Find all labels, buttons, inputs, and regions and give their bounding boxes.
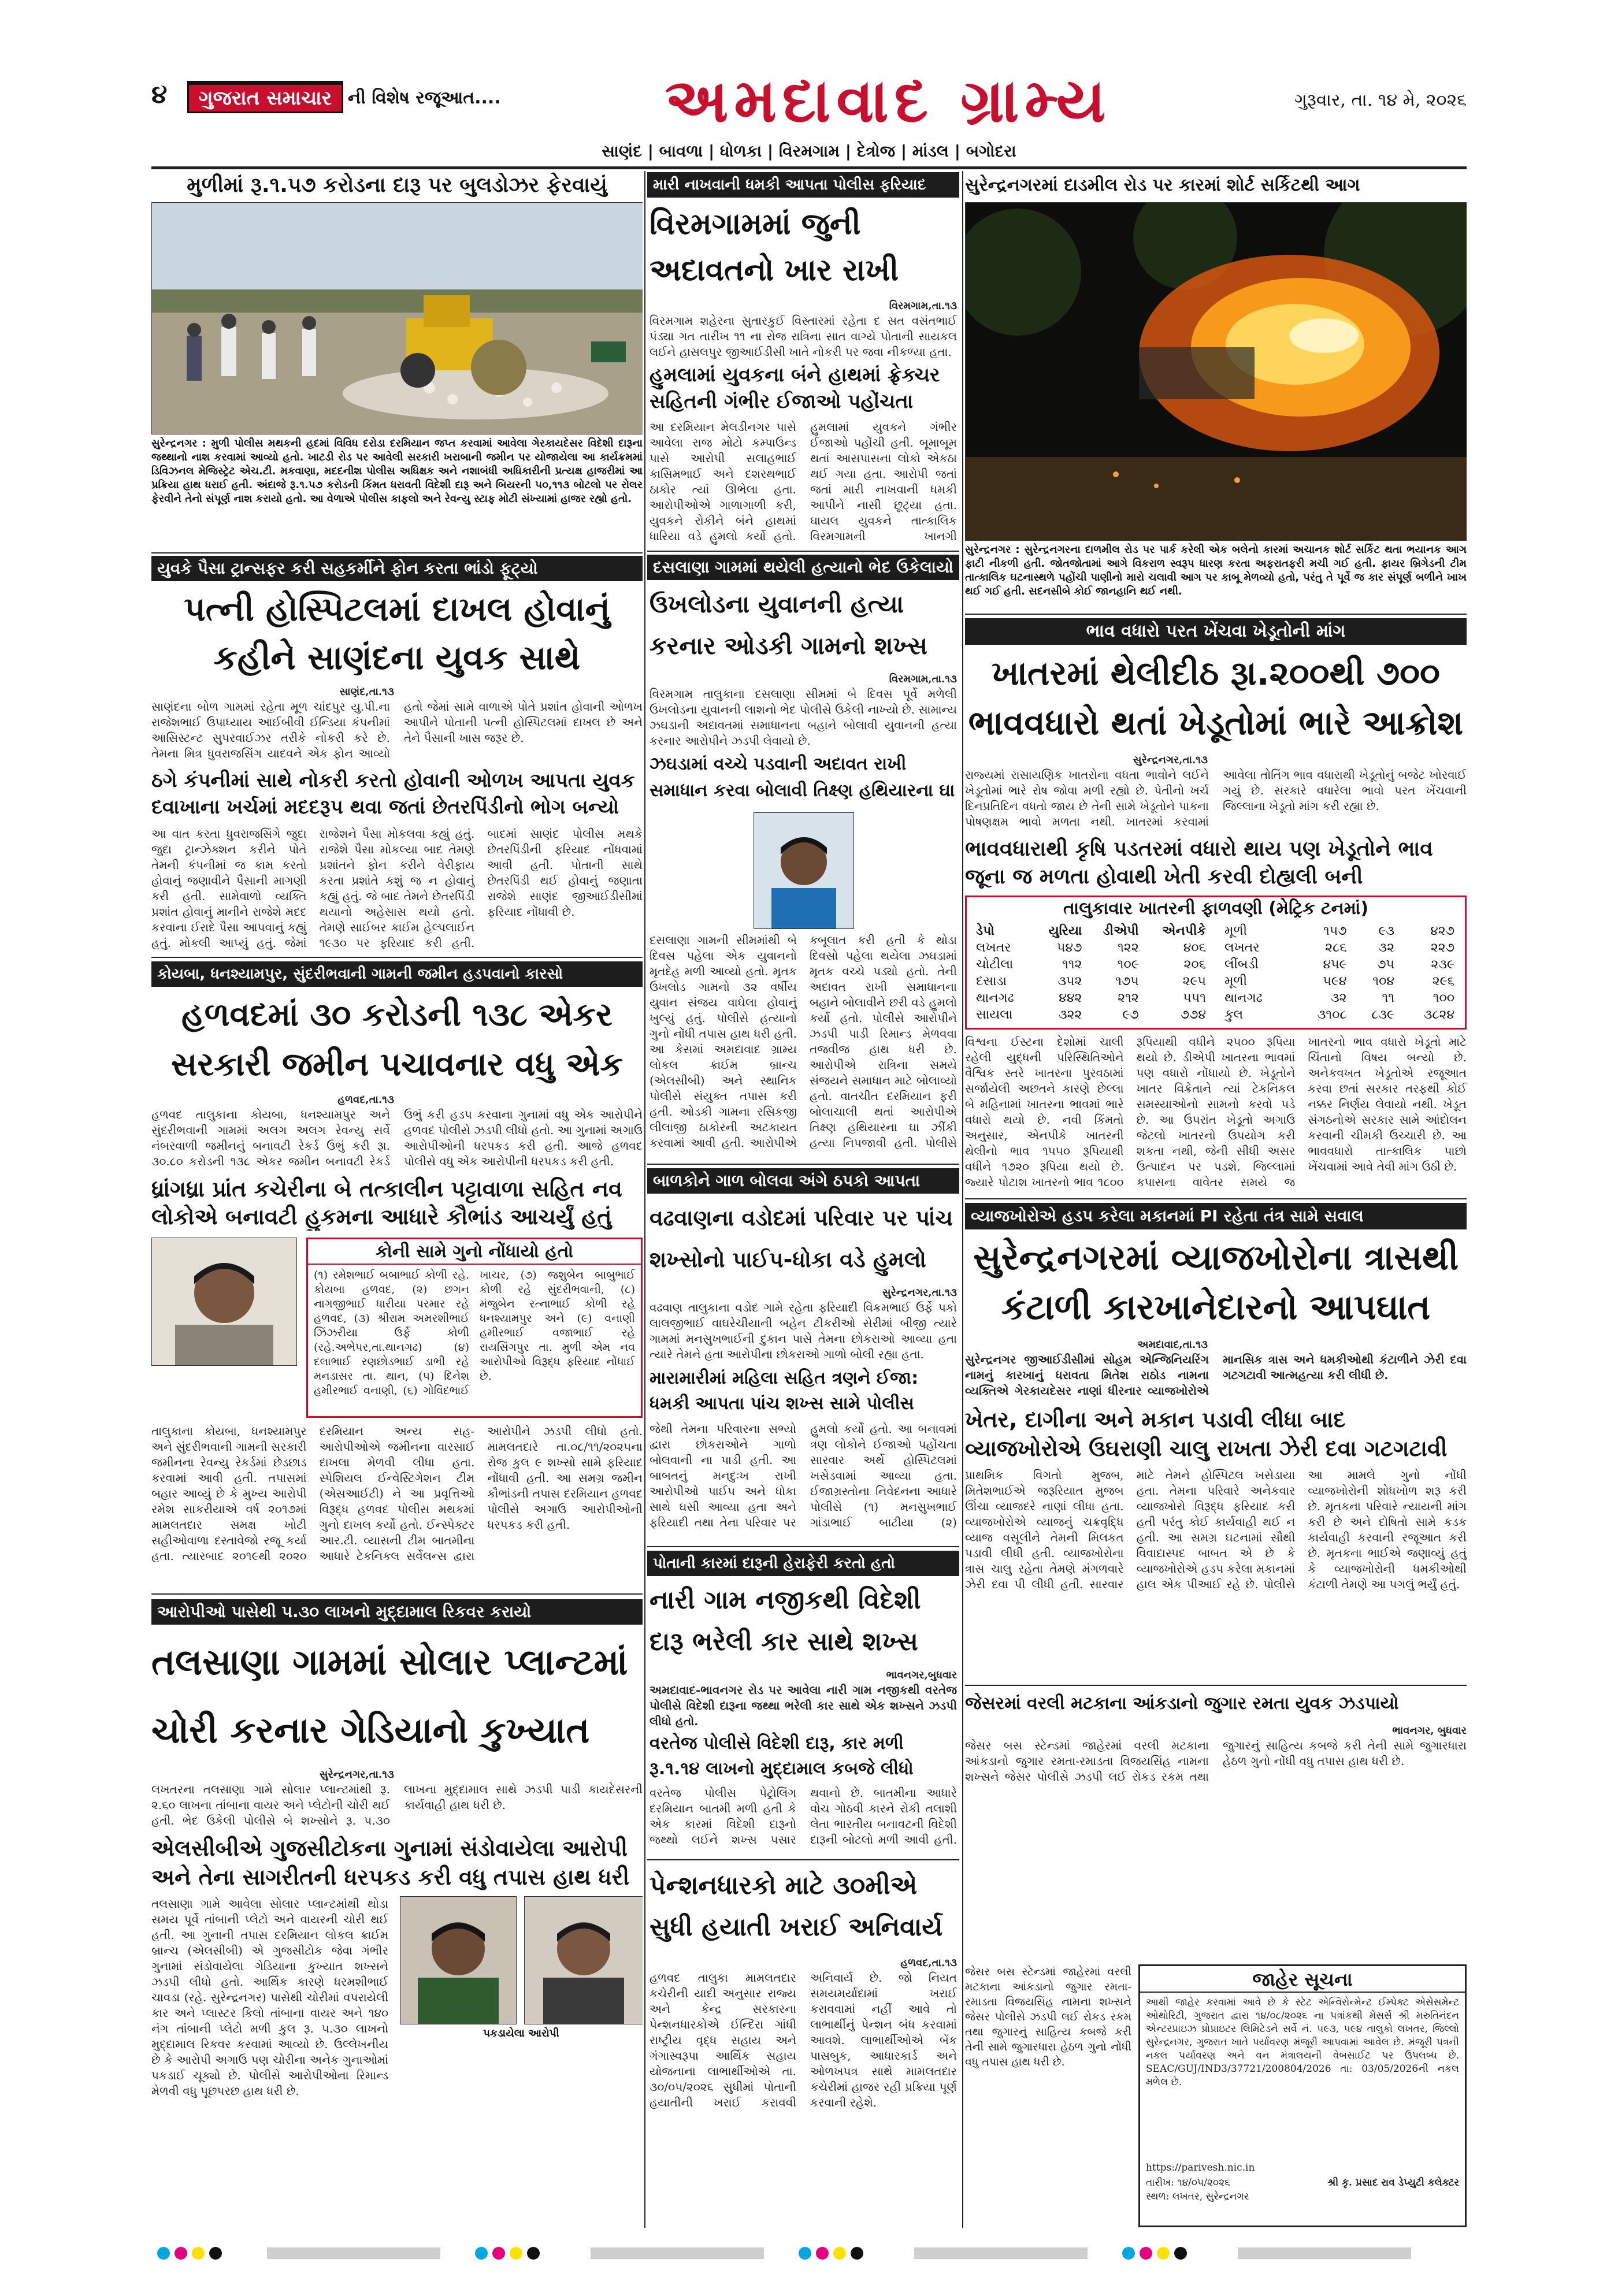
table-cell: ડીએપી — [1103, 924, 1139, 938]
dateline: સુરેન્દ્રનગર,તા.૧૩ — [319, 1769, 394, 1781]
table-row-label: લીંબડી — [1224, 957, 1259, 972]
table-cell: ૭૫ — [1377, 957, 1394, 972]
dateline: ભાવનગર, બુધવાર — [1392, 1725, 1467, 1737]
notice-title: જાહેર સૂચના — [1140, 1966, 1465, 1993]
table-cell: ૯૭ — [1122, 1008, 1139, 1022]
table-row-label: લખતર — [976, 941, 1011, 955]
story-body: વરતેજ પોલીસ પેટ્રોલિંગ દરમિયાન બાતમી મળી હતી કે એક કારમાં વિદેશી દારૂનો જથ્થો લઈને શખ્સ પસાર થવાનો છે. બાતમીના આધારે વોચ ગોઠવી કારને રોકી તલાશી લેતા ભારતીય બનાવટની વિદેશી દારૂની બોટલો મળી આવી હતી. — [650, 1786, 957, 1847]
story-pension-verification — [647, 1865, 959, 2229]
accused-portrait-image — [754, 813, 853, 928]
story-body: પ્રાથમિક વિગતો મુજબ, મિતેશભાઈએ જરૂરિયાત મુજબ ઊંચા વ્યાજદરે નાણાં લીધા હતા. વ્યાજખોરોએ વ્યાજનું ચક્રવૃદ્ધિ વ્યાજ વસૂલીને તેમની મિલકત પડાવી લીધી હતી. વ્યાજખોરોના ત્રાસ ચાલુ રહેતા તેમણે મંગળવારે ઝેરી દવા પી લીધી હતી. સારવાર માટે તેમને હોસ્પિટલ ખસેડાયા હતા. તેમના પરિવારે અનેકવાર વ્યાજખોરો વિરૂદ્ધ ફરિયાદ કરી હતી પરંતુ કોઈ કાર્યવાહી થઈ ન હતી. આ સમગ્ર ઘટનામાં સૌથી વિવાદાસ્પદ બાબત એ છે કે વ્યાજખોરોએ હડપ કરેલા મકાનમાં હાલ એક પીઆઈ રહે છે. પોલીસે આ મામલે ગુનો નોંધી વ્યાજખોરોની શોધખોળ શરૂ કરી છે. મૃતકના પરિવારે ન્યાયની માંગ કરી છે અને દોષિતો સામે કડક કાર્યવાહી કરવાની રજૂઆત કરી છે. મૃતકના ભાઈએ જણાવ્યું હતું કે વ્યાજખોરોની ધમકીઓથી કંટાળી તેમણે આ પગલું ભર્યું હતું. — [965, 1468, 1467, 1591]
story-nari-liquor-car — [647, 1551, 959, 1857]
registration-dot — [475, 2247, 488, 2260]
table-cell: ૧૨૨ — [1118, 941, 1139, 955]
table-cell: ૨૮૬ — [1325, 941, 1347, 955]
dateline: વિરમગામ,તા.૧૩ — [889, 673, 957, 685]
subhead: ધ્રાંગધ્રા પ્રાંત કચેરીના બે તત્કાલીન પટ્ટાવાળા સહિત નવ લોકોએ બનાવટી હુકમના આધારે કૌભાંડ આચર્યું હતું — [151, 1176, 622, 1229]
table-cell: ૧૭૫ — [1115, 974, 1139, 989]
registration-dot — [157, 2247, 170, 2260]
notice-place: સ્થળ: લખતર, સુરેન્દ્રનગર — [1146, 2191, 1249, 2202]
story-separator — [151, 552, 643, 553]
table-cell: ૩૧૦૮ — [1317, 1008, 1347, 1022]
subhead: ખેતર, દાગીના અને મકાન પડાવી લીધા બાદ વ્યાજખોરોએ ઉઘરાણી ચાલુ રાખતા ઝેરી દવા ગટગટાવી — [965, 1407, 1448, 1461]
registration-dot — [1140, 2247, 1152, 2260]
table-cell: ૫૪૭ — [1057, 941, 1082, 955]
table-cell: એનપીકે — [1162, 924, 1206, 938]
table-row-label: દસાડા — [976, 974, 1007, 989]
accused-portrait-image — [525, 1897, 643, 2024]
accused-list-box — [306, 1238, 643, 1418]
accused-photo-left — [400, 1896, 517, 2024]
story-jesar-gambling — [965, 1691, 1467, 1823]
table-row — [973, 990, 1209, 1006]
table-cell: ૫૫૧ — [1183, 991, 1206, 1005]
table-row — [973, 1006, 1209, 1023]
story-solar-theft — [151, 1599, 643, 2229]
story-separator — [965, 1685, 1467, 1686]
grey-scale-bar — [1238, 2247, 1411, 2259]
table-cell: ૪૦૬ — [1183, 941, 1206, 955]
story-body: જેથી તેમના પરિવારના સભ્યો દ્વારા છોકરાઓને ગાળો બોલવાની ના પાડી હતી. આ બાબતનું મનદુઃખ રાખી આરોપીઓ પાઈપ અને ધોકા સાથે ઘસી આવ્યા હતા અને ફરિયાદી તથા તેના પરિવાર પર હુમલો કર્યો હતો. આ બનાવમાં ત્રણ લોકોને ઈજાઓ પહોંચતા સારવાર અર્થે હોસ્પિટલમાં ખસેડવામાં આવ્યા હતા. ઈજાગ્રસ્તોના નિવેદનના આધારે પોલીસે (૧) મનસુખભાઈ ગાંડાભાઈ બાટીયા (૨) — [650, 1422, 957, 1529]
table-cell: ૩૮૨૪ — [1423, 1008, 1454, 1022]
headline: પેન્શનધારકો માટે ૩૦મીએ સુધી હયાતી ખરાઈ અનિવાર્ય — [650, 1871, 943, 1942]
table-row-label: લખતર — [1224, 941, 1260, 955]
table-cell: ૧૧ — [1382, 991, 1394, 1005]
dateline: ભાવનગર,બુધવાર — [886, 1669, 957, 1681]
headline: સુરેન્દ્રનગરમાં વ્યાજખોરોના ત્રાસથી કંટાળી કારખાનેદારનો આપઘાત — [973, 1238, 1459, 1328]
photo-caption: સુરેન્દ્રનગર : સુરેન્દ્રનગરના દાળમીલ રોડ પર પાર્ક કરેલી એક બલેનો કારમાં અચાનક શોર્ટ સર્કિટ થતા ભયાનક આગ ફાટી નીકળી હતી. જોતજોતામાં આગે વિકરાળ સ્વરૂપ ધારણ કરતા અફરાતફરી મચી ગઈ હતી. ફાયર બ્રિગેડની ટીમ તાત્કાલિક ઘટનાસ્થળે પહોંચી પાણીનો મારો ચલાવી આગ પર કાબૂ મેળવ્યો હતો, પરંતુ તે પૂર્વે જ કાર સંપૂર્ણ બળીને ખાખ થઈ ગઈ હતી. સદનસીબે કોઈ જાનહાનિ થઈ નથી. — [965, 544, 1467, 597]
story-fertilizer-price — [965, 618, 1467, 1196]
table-cell: ૧૦૦ — [1433, 991, 1454, 1005]
table-row-label: કુલ — [1224, 1008, 1244, 1022]
table-cell: યુરિયા — [1048, 924, 1082, 938]
table-cell: ૨૧૨ — [1118, 991, 1139, 1005]
story-separator — [647, 551, 959, 552]
kicker: ભાવ વધારો પરત ખેંચવા ખેડૂતોની માંગ — [965, 618, 1467, 645]
story-body: વિશ્વના ઈસ્ટના દેશોમાં ચાલી રહેલી યુદ્ધની પરિસ્થિતિઓને વૈશ્વિક સ્તરે ખાતરના પુરવઠામાં સર્જાયેલી અછતને કારણે છેલ્લા બે મહિનામાં ખાતરના ભાવમાં ભારે વધારો થયો છે. નવી કિંમતો અનુસાર, એનપીકે ખાતરની થેલીનો ભાવ ૧૫૫૦ રૂપિયાથી વધીને ૧૭૨૦ રૂપિયા થયો છે. જ્યારે પોટાશ ખાતરનો ભાવ ૧૮૦૦ રૂપિયાથી વધીને ૨૫૦૦ રૂપિયા થયો છે. ડીએપી ખાતરના ભાવમાં પણ વધારો નોંધાયો છે. ખેડૂતોને ખાતર વિક્રેતાને ત્યાં ટેકનિકલ સમસ્યાઓનો સામનો કરવો પડે છે. આ ઉપરાંત ખેડૂતો અગાઉ જેટલો ખાતરનો ઉપયોગ કરી શકતા નથી, જેની સીધી અસર ઉત્પાદન પર પડશે. જિલ્લામાં કપાસના વાવેતર સમયે જ ખાતરનો ભાવ વધારો ખેડૂતો માટે ચિંતાનો વિષય બન્યો છે. અનેકવખત ખેડૂતોએ રજૂઆત કરવા છતાં સરકાર તરફથી કોઈ નક્કર નિર્ણય લેવાયો નથી. ખેડૂત સંગઠનોએ સરકાર સામે આંદોલન કરવાની ચીમકી ઉચ્ચારી છે. આ ભાવવધારો તાત્કાલિક પાછો ખેંચવામાં આવે તેવી માંગ ઉઠી છે. — [965, 1035, 1467, 1189]
registration-dot — [816, 2247, 829, 2260]
story-body: દસલાણા ગામની સીમમાંથી બે દિવસ પહેલા એક યુવાનનો મૃતદેહ મળી આવ્યો હતો. મૃતક ઉખલોડ ગામનો ૩૨ વર્ષીય યુવાન સંજય વાઘેલા હોવાનું ખુલ્યું હતું. પોલીસે હત્યાનો ગુનો નોંધી તપાસ હાથ ધરી હતી. આ કેસમાં અમદાવાદ ગ્રામ્ય લોકલ ક્રાઈમ બ્રાન્ચ (એલસીબી) અને સ્થાનિક પોલીસે સંયુક્ત તપાસ કરી હતી. ઓડકી ગામના રસિકજી લીલાજી ઠાકોરની અટકાયત કરવામાં આવી હતી. આરોપીએ કબૂલાત કરી હતી કે થોડા દિવસો પહેલા થયેલા ઝઘડામાં મૃતક વચ્ચે પડ્યો હતો. તેની અદાવત રાખી સમાધાનના બહાને બોલાવીને છરી વડે હુમલો કર્યો હતો. પોલીસે આરોપીને ઝડપી પાડી રિમાન્ડ મેળવવા તજવીજ હાથ ધરી છે. આરોપીએ રાત્રિના સમયે સંજયને સમાધાન માટે બોલાવ્યો હતો. વાતચીત દરમિયાન ફરી બોલાચાલી થતાં આરોપીએ તિક્ષ્ણ હથિયારના ઘા ઝીંકી હત્યા નિપજાવી હતી. પોલીસે — [650, 933, 957, 1150]
registration-dot — [1122, 2247, 1135, 2260]
column-divider — [644, 171, 645, 2228]
masthead — [151, 64, 1467, 138]
story-separator — [965, 1198, 1467, 1199]
table-cell: ૩૨ — [1378, 941, 1394, 955]
notice-signatory: શ્રી કૃ. પ્રસાદ રાવ ડેપ્યુટી કલેક્ટર — [1327, 2177, 1459, 2189]
story-separator — [965, 614, 1467, 615]
table-row-label: મૂળી — [1224, 974, 1247, 989]
story-sanand-fraud — [151, 556, 643, 954]
headline: જેસરમાં વરલી મટકાના આંકડાનો જુગાર રમતા યુવક ઝડપાયો — [965, 1693, 1399, 1714]
story-separator — [647, 1164, 959, 1165]
public-notice — [1138, 1964, 1467, 2227]
table-row-label: થાનગઢ — [976, 991, 1014, 1005]
story-separator — [647, 1546, 959, 1547]
story-separator — [151, 957, 643, 958]
registration-dot — [1174, 2247, 1187, 2260]
kicker: પોતાની કારમાં દારૂની હેરાફેરી કરતો હતો — [647, 1551, 959, 1576]
grey-scale-bar — [267, 2247, 440, 2259]
subhead: એલસીબીએ ગુજસીટોકના ગુનામાં સંડોવાયેલા આરોપી અને તેના સાગરીતની ધરપકડ કરી વધુ તપાસ હાથ ધરી — [151, 1836, 630, 1890]
table-row — [1221, 923, 1458, 939]
table-row-label: થાનગઢ — [1224, 991, 1263, 1005]
headline: તલસાણા ગામમાં સોલાર પ્લાન્ટમાં ચોરી કરનાર ગેડિયાનો કુખ્યાત — [151, 1641, 628, 1751]
lead-paragraph: સાણંદના બોળ ગામમાં રહેતા મૂળ ચાંદપુર યુ.પી.ના રાજેશભાઈ ઉપાધ્યાય આઈબીવી ઈન્ડિયા કંપનીમાં આસિસ્ટન્ટ સુપરવાઈઝર તરીકે નોકરી કરે છે. તેમના મિત્ર ધુવરાજસિંગ યાદવને એક ફોન આવ્યો હતો જેમાં સામે વાળાએ પોતે પ્રશાંત હોવાની ઓળખ આપીને પોતાની પત્ની હોસ્પિટલમાં દાખલ છે અને તેને પૈસાની ખાસ જરૂર છે. — [151, 700, 643, 760]
table-row — [1221, 956, 1458, 973]
lead-paragraph: વિરમગામ તાલુકાના દસલાણા સીમમાં બે દિવસ પૂર્વે મળેલી ઉખલોડના યુવાનની લાશનો ભેદ પોલીસે ઉકેલી નાખ્યો છે. સામાન્ય ઝઘડાની અદાવતમાં સમાધાનના બહાને બોલાવી યુવાનની હત્યા કરનાર આરોપીને ઝડપી લેવાયો છે. — [650, 687, 957, 748]
story-dasalana-murder — [647, 555, 959, 1161]
lead-paragraph: વઢવાણ તાલુકાના વડોદ ગામે રહેતા ફરિયાદી વિક્રમભાઈ ઉર્ફે પકો લાલજીભાઈ વાઘરેચીયાની બહેન ટીકરીઓ સેરીમાં બીજી ત્યારે ગામમાં મનસુખભાઈની દુકાન પાસે તેમના છોકરાઓ આવ્યા હતા ત્યારે તેમને હતા આરોપીના છોકરાઓ ગાળો બોલી રહ્યા હતા. — [650, 1301, 957, 1361]
table-cell: ૪૫૯ — [1323, 957, 1347, 972]
dateline: હળવદ,તા.૧૩ — [900, 1957, 957, 1969]
story-moneylender-suicide — [965, 1203, 1467, 1682]
subhead: ભાવવધારાથી કૃષિ પડતરમાં વધારો થાય પણ ખેડૂતોને ભાવ જૂના જ મળતા હોવાથી ખેતી કરવી દોહ્યલી બની — [965, 837, 1433, 889]
table-title: તાલુકાવાર ખાતરની ફાળવણી (મેટ્રિક ટનમાં) — [1063, 898, 1369, 919]
table-row-label: ચોટીલા — [976, 957, 1014, 972]
lead-paragraph: રાજ્યમાં રાસાયણિક ખાતરોના વધતા ભાવોને લઈને ખેડૂતોમાં ભારે રોષ જોવા મળી રહ્યો છે. પેતીનો ખર્ચ દિનપ્રતિદિન વધતો જાય છે તેની સામે ખેડૂતોને પાકના પોષણક્ષમ ભાવો મળતા નથી. ખાતરમાં કરવામાં આવેલા તોતિંગ ભાવ વધારાથી ખેડૂતોનું બજેટ ખોરવાઈ ગયું છે. સરકારે વધારેલા ભાવો પરત ખેંચવાની જિલ્લાના ખેડૂતો માંગ કરી રહ્યા છે. — [965, 768, 1467, 829]
brand-logo: ગુજરાત સમાચાર — [189, 85, 342, 112]
table-row — [1221, 973, 1458, 990]
lead-paragraph: લખતરના તલસાણા ગામે સોલાર પ્લાન્ટમાંથી રૂ. ૨.૬૦ લાખના તાંબાના વાયર અને પ્લેટોની ચોરી થઈ હતી. ભેદ ઉકેલી પોલીસે બે શખ્સોને રૂ. ૫.૩૦ લાખના મુદ્દામાલ સાથે ઝડપી પાડી કાયદેસરની કાર્યવાહી હાથ ધરી છે. — [151, 1782, 643, 1827]
kicker: મારી નાખવાની ધમકી આપતા પોલીસ ફરિયાદ — [647, 172, 959, 198]
accused-photo-right — [524, 1896, 643, 2024]
grey-scale-bar — [591, 2247, 764, 2259]
table-cell: ૩૨ — [1330, 991, 1347, 1005]
registration-dot — [209, 2247, 222, 2260]
story-body: હળવદ તાલુકા મામલતદાર કચેરીની યાદી અનુસાર રાજ્ય અને કેન્દ્ર સરકારના પેન્શનધારકોએ ઈન્દિરા ગાંધી રાષ્ટ્રીય વૃદ્ધ સહાય અને ગંગાસ્વરૂપા આર્થિક સહાય યોજનાના લાભાર્થીઓએ તા. ૩૦/૦૫/૨૦૨૬ સુધીમાં પોતાની હયાતીની ખરાઈ કરાવવી અનિવાર્ય છે. જો નિયત સમયમર્યાદામાં ખરાઈ કરાવવામાં નહીં આવે તો લાભાર્થીનું પેન્શન બંધ કરવામાં આવશે. લાભાર્થીઓએ બેંક પાસબુક, આધારકાર્ડ અને ઓળખપત્ર સાથે મામલતદાર કચેરીમાં હાજર રહી પ્રક્રિયા પૂર્ણ કરવાની રહેશે. — [650, 1971, 957, 2109]
headline: ખાતરમાં થેલીદીઠ રૂા.૨૦૦થી ૭૦૦ ભાવવધારો થતાં ખેડૂતોમાં ભારે આક્રોશ — [968, 653, 1464, 742]
table-cell: ૨૨૭ — [1430, 941, 1454, 955]
table-cell: ૫૯૪ — [1323, 974, 1347, 989]
table-cell: ૪૪૨ — [1059, 991, 1082, 1005]
notice-date: તારીખ: ૧૪/૦૫/૨૦૨૬ — [1146, 2177, 1230, 2189]
photo-caption: સુરેન્દ્રનગર : મુળી પોલીસ મથકની હદમાં વિવિધ દરોડા દરમિયાન જપ્ત કરવામાં આવેલા ગેરકાયદેસર વિદેશી દારૂના જથ્થાનો નાશ કરવામાં આવ્યો હતો. ખાટડી રોડ પર આવેલી સરકારી ખરાબાની જમીન પર યોજાયેલા આ કાર્યક્રમમાં ડિવિઝનલ મેજિસ્ટ્રેટ એચ.ટી. મકવાણા, મદદનીશ પોલીસ અધિક્ષક અને નશાબંધી અધિકારીની પ્રત્યક્ષ હાજરીમાં આ પ્રક્રિયા હાથ ધરાઈ હતી. અંદાજે રૂ.૧.૫૭ કરોડની કિંમત ધરાવતી વિદેશી દારૂ અને બિયરની ૫૦,૧૧૩ બોટલો પર રોલર ફેરવીને તેનો સંપૂર્ણ નાશ કરાયો હતો. આ વેળાએ પોલીસ કાફલો અને રેવન્યુ સ્ટાફ મોટી સંખ્યામાં હાજર રહ્યો હતો. — [151, 437, 643, 505]
story-body: જેસર બસ સ્ટેન્ડમાં જાહેરમાં વરલી મટકાના આંકડાનો જુગાર રમતા-રમાડતા વિજયસિંહ નામના શખ્સને જેસર પોલીસે ઝડપી લઈ રોકડ રકમ તથા જુગારનું સાહિત્ય કબજે કરી તેની સામે જુગારધારા હેઠળ ગુનો નોંધી વધુ તપાસ હાથ ધરી છે. — [965, 1738, 1467, 1784]
story-body: આ દરમિયાન મેલડીનગર પાસે આવેલા રાજ મોટો કમ્પાઉન્ડ પાસે આરોપી સલાહભાઈ કાસિમભાઈ અને દશરથભાઈ ઠાકોર ત્યાં ઊભેલા હતા. આરોપીઓએ ગાળાગાળી કરી, યુવકને રોકીને બંને હાથમાં ધારિયા વડે હુમલો કર્યો હતો. હુમલામાં યુવકને ગંભીર ઈજાઓ પહોંચી હતી. બૂમાબૂમ થતાં આસપાસના લોકો એકઠા થઈ ગયા હતા. આરોપી જતાં જતાં મારી નાખવાની ધમકી આપીને નાસી છૂટ્યા હતા. ઘાયલ યુવકને તાત્કાલિક વિરમગામની ખાનગી — [650, 420, 957, 543]
table-row — [973, 939, 1209, 956]
table-cell: ૧૧૨ — [1062, 957, 1082, 972]
table-cell: ૨૯૫ — [1182, 974, 1206, 989]
table-cell: ૩૫૨ — [1057, 974, 1082, 989]
accused-list: (૧) રમેશભાઈ બબાભાઈ કોળી રહે. કોયબા હળવદ, (૨) છગન નાગજીભાઈ ધારીયા પરમાર રહે હળવદ, (૩) શ્રીરામ અમરશીભાઈ ઝિંઝરીયા ઉર્ફે કોળી (રહે.અભેપર,તા.થાનગઢ) (૪) દલાભાઈ રણછોડભાઈ ડાભી રહે મનડાસર તા. થાન, (૫) દિનેશ હમીરભાઈ વનાણી, (૬) ગોવિંદભાઈ ખાચર, (૭) જશુબેન બાબુભાઈ કોળી રહે સુંદરીભવાની, (૮) મંજુબેન રત્નાભાઈ કોળી રહે ધનશ્યામપુર અને (૯) વનાણી હમીરભાઈ વજાભાઈ રહે રાયસિંગપુર તા. મુળી એમ નવ આરોપીઓ વિરૂદ્ધ ફરિયાદ નોંધાઈ છે. — [314, 1269, 635, 1397]
dateline: સુરેન્દ્રનગર,તા.૧૩ — [882, 1287, 957, 1299]
subhead: ઝઘડામાં વચ્ચે પડવાની અદાવત રાખી સમાધાન કરવા બોલાવી તિક્ષ્ણ હથિયારના ઘા — [650, 754, 955, 801]
story-separator — [151, 1593, 643, 1595]
table-cell: ૮૩૯ — [1371, 1008, 1394, 1022]
registration-dot — [492, 2247, 505, 2260]
dateline: સુરેન્દ્રનગર,તા.૧૩ — [1133, 754, 1208, 766]
accused-portrait-image — [400, 1897, 516, 2024]
story-separator — [647, 1859, 959, 1860]
brand-suffix: ની વિશેષ રજૂઆત.... — [348, 88, 501, 108]
notice-side-text: જેસર બસ સ્ટેન્ડમાં જાહેરમાં વરલી મટકાના આંકડાનો જુગાર રમતા-રમાડતા વિજયસિંહ નામના શખ્સને જેસર પોલીસે ઝડપી લઈ રોકડ રકમ તથા જુગારનું સાહિત્ય કબજે કરી તેની સામે જુગારધારા હેઠળ ગુનો નોંધી વધુ તપાસ હાથ ધરી છે. — [965, 1966, 1131, 2068]
subhead: વરતેજ પોલીસે વિદેશી દારૂ, કાર મળી રૂ.૧.૧૪ લાખનો મુદ્દામાલ કબજે લીધો — [650, 1733, 914, 1779]
table-row-label: ડેપો — [976, 924, 994, 938]
table-cell: ૨૦૬ — [1183, 957, 1206, 972]
accused-portrait-image — [152, 1238, 296, 1365]
photo-caption: પકડાયેલા આરોપી — [483, 2027, 559, 2039]
accused-photo — [151, 1238, 297, 1366]
table-cell: ૧૫૭ — [1323, 924, 1347, 938]
registration-dot — [192, 2247, 205, 2260]
story-body: આ વાત કરતા ધુવરાજસિંગે જુદા જુદા ટ્રાન્ઝેક્શન કરીને પોતે તેમની કંપનીમાં જ કામ કરતો હોવાનું જણાવીને પૈસાની માગણી કરી હતી. સામેવાળો વ્યક્તિ પ્રશાંત હોવાનું માનીને રાજેશે મદદ કરવાના ઈરાદે પૈસા આપવાનું કહ્યું હતું. મોકલી આપ્યું હતું. જેમાં રાજેશને પૈસા મોકલવા કહ્યું હતું. રાજેશે પૈસા મોકલ્યા બાદ તેમણે પ્રશાંતને ફોન કરીને વેરીફાય કરતા પ્રશાંતે કશું જ ન હોવાનું કહ્યું હતું. જે બાદ તેમને છેતરપિંડી થયાનો અહેસાસ થયો હતો. તેમણે સાઈબર ક્રાઈમ હેલ્પલાઈન ૧૯૩૦ પર ફરિયાદ કરી હતી. બાદમાં સાણંદ પોલીસ મથકે છેતરપિંડીની ફરિયાદ નોંધવામાં આવી હતી. પોતાની સાથે છેતરપિંડી થઈ હોવાનું જણાતા રાજેશે સાણંદ જીઆઈડીસીમાં ફરિયાદ નોંધાવી છે. — [151, 827, 643, 950]
page-number: ૪ — [151, 80, 168, 109]
table-row-label: મૂળી — [1224, 924, 1247, 938]
table-row — [1221, 990, 1458, 1006]
table-cell: ૨૯૬ — [1432, 974, 1454, 989]
headline: નારી ગામ નજીકથી વિદેશી દારૂ ભરેલી કાર સાથે શખ્સ — [650, 1585, 921, 1656]
registration-dot — [527, 2247, 540, 2260]
issue-date: ગુરૂવાર, તા. ૧૪ મે, ૨૦૨૬ — [1294, 90, 1467, 110]
box-title: કોની સામે ગુનો નોંધાયો હતો — [308, 1239, 641, 1265]
table-row-label: સાયલા — [976, 1008, 1013, 1022]
car-fire-photo — [965, 202, 1467, 541]
registration-dot — [1157, 2247, 1170, 2260]
subhead: હુમલામાં યુવકના બંને હાથમાં ફ્રેક્ચર સહિતની ગંભીર ઈજાઓ પહોંચતા — [650, 363, 940, 413]
lead-paragraph: અમદાવાદ-ભાવનગર રોડ પર આવેલા નારી ગામ નજીકથી વરતેજ પોલીસે વિદેશી દારૂના જથ્થા ભરેલી કાર સાથે એક શખ્સને ઝડપી લીધો હતો. — [650, 1683, 957, 1728]
dateline: હળવદ,તા.૧૩ — [337, 1094, 394, 1106]
table-cell: ૭૭૪ — [1180, 1008, 1206, 1022]
headline: સુરેન્દ્રનગરમાં દાડમીલ રોડ પર કારમાં શોર્ટ સર્કિટથી આગ — [965, 175, 1360, 195]
table-cell: ૨૩૯ — [1431, 957, 1454, 972]
story-body: તાલુકાના કોયબા, ધનશ્યામપુર અને સુંદરીભવાની ગામની સરકારી જમીનના રેવન્યુ રેકર્ડમાં છેડછાડ કરવામાં આવી હતી. તપાસમાં બહાર આવ્યું છે કે મુખ્ય આરોપી રમેશ સાકરીયાએ વર્ષ ૨૦૧૭માં મામલતદાર સમક્ષ ખોટી સહીઓવાળા દસ્તાવેજો રજૂ કર્યા હતા. ત્યારબાદ ૨૦૧૯થી ૨૦૨૦ દરમિયાન અન્ય સહ-આરોપીઓએ જમીનના વારસાઈ દાખલા મેળવી લીધા હતા. સ્પેશિયલ ઈન્વેસ્ટિગેશન ટીમ (એસઆઈટી) ને આ પ્રવૃત્તિઓ વિરૂદ્ધ હળવદ પોલીસ મથકમાં ગુનો દાખલ કર્યો હતો. ઈન્સ્પેક્ટર આર.ટી. વ્યાસની ટીમ બાતમીના આધારે ટેકનિકલ સર્વેલન્સ દ્વારા આરોપીને ઝડપી લીધો હતો. મામલતદારે તા.૦૮/૧૧/૨૦૨૫ના રોજ કુલ ૯ શખ્સો સામે ફરિયાદ નોંધાવી હતી. આ સમગ્ર જમીન કૌભાંડની તપાસ દરમિયાન હળવદ પોલીસે અગાઉ આરોપીઓની ધરપકડ કરી હતી. — [151, 1424, 643, 1563]
table-cell: ૧૦૯ — [1117, 957, 1139, 972]
table-cell: ૯૩ — [1378, 924, 1394, 938]
headline: મુળીમાં રૂ.૧.૫૭ કરોડના દારૂ પર બુલડોઝર ફેરવાયું — [187, 173, 607, 197]
registration-dot — [175, 2247, 187, 2260]
story-car-fire — [965, 172, 1467, 611]
table-cell: ૩૨૨ — [1058, 1008, 1082, 1022]
dateline: વિરમગામ,તા.૧૩ — [889, 300, 957, 312]
regions-strip: સાણંદ | બાવળા | ધોળકા | વિરમગામ | દેત્રોજ | માંડલ | બગોદરા — [602, 142, 1016, 161]
story-vadod-assault — [647, 1168, 959, 1544]
fertilizer-allocation-table — [965, 896, 1467, 1030]
table-cell: ૧૦૪ — [1372, 974, 1394, 989]
fire-scene-image — [966, 203, 1467, 540]
column-divider — [962, 171, 963, 2228]
kicker: યુવકે પૈસા ટ્રાન્સફર કરી સહકર્મીને ફોન કરતા ભાંડો ફૂટ્યો — [151, 556, 643, 581]
story-halvad-land-scam — [151, 961, 643, 1591]
bulldozer-scene-image — [152, 203, 643, 434]
kicker: બાળકોને ગાળ બોલવા અંગે ઠપકો આપતા — [647, 1168, 959, 1194]
headline: વિરમગામમાં જુની અદાવતનો ખાર રાખી — [650, 207, 899, 288]
table-left-half — [973, 923, 1209, 1027]
kicker: આરોપીઓ પાસેથી ૫.૩૦ લાખનો મુદ્દામાલ રિકવર કરાયો — [151, 1599, 643, 1625]
story-body: તલસાણા ગામે આવેલા સોલાર પ્લાન્ટમાંથી થોડા સમય પૂર્વે તાંબાની પ્લેટો અને વાયરની ચોરી થઈ હતી. આ ગુનાની તપાસ દરમિયાન લોકલ ક્રાઈમ બ્રાન્ચ (એલસીબી) એ ગુજસીટોક જેવા ગંભીર ગુનામાં સંડોવાયેલા ગેડિયાના કુખ્યાત શખ્સને ઝડપી લીધો હતો. આર્થિક કારણે ધરમશીભાઈ ચાવડા (રહે. સુરેન્દ્રનગર) પાસેથી ચોરીમાં વપરાયેલી કાર અને પ્લાસ્ટર કિલો તાંબાના વાયર અને ૧૪૦ નંગ તાંબાની પ્લેટો મળી કુલ રૂ. ૫.૩૦ લાખનો મુદ્દામાલ રિકવર કરવામાં આવ્યો છે. ઉલ્લેખનીય છે કે આરોપી અગાઉ પણ ચોરીના અનેક ગુનાઓમાં પકડાઈ ચૂક્યો છે. પોલીસે આરોપીઓના રિમાન્ડ મેળવી વધુ પૂછપરછ હાથ ધરી છે. — [151, 1897, 388, 2098]
subhead: મારામારીમાં મહિલા સહિત ત્રણને ઈજા: ધમકી આપતા પાંચ શખ્સ સામે પોલીસ — [650, 1368, 919, 1414]
registration-dot — [799, 2247, 811, 2260]
kicker: કોયબા, ધનશ્યામપુર, સુંદરીભવાની ગામની જમીન હડપવાનો કારસો — [151, 961, 643, 987]
headline: હળવદમાં ૩૦ કરોડની ૧૩૮ એકર સરકારી જમીન પચાવનાર વધુ એક — [170, 996, 624, 1083]
headline: વઢવાણના વડોદમાં પરિવાર પર પાંચ શખ્સોનો પાઈપ-ધોકા વડે હુમલો — [650, 1205, 953, 1272]
registration-dot — [510, 2247, 522, 2260]
lead-paragraph: સુરેન્દ્રનગર જીઆઈડીસીમાં સોહમ એન્જિનિયરિંગ નામનું કારખાનું ધરાવતા મિતેશ રાઠોડ નામના વ્યક્તિએ ગેરકાયદેસર નાણાં ધીરનાર વ્યાજખોરોએ માનસિક ત્રાસ અને ધમકીઓથી કંટાળીને ઝેરી દવા ગટગટાવી આત્મહત્યા કરી લીધી છે. — [965, 1353, 1467, 1398]
table-right-half — [1221, 923, 1458, 1027]
lead-paragraph: હળવદ તાલુકાના કોયબા, ધનશ્યામપુર અને સુંદરીભવાની ગામમાં અલગ અલગ રેવન્યુ સર્વે નંબરવાળી જમીનનું બનાવટી રેકર્ડ ઉભું કરી રૂા. ૩૦.૮૦ કરોડની ૧૩૮ એકર જમીન બનાવટી રેકર્ડ ઉભું કરી હડપ કરવાના ગુનામાં વધુ એક આરોપીને હળવદ પોલીસે ઝડપી લીધો હતો. આ ગુનામાં અગાઉ આરોપીઓની ધરપકડ કરી હતી. આજે હળવદ પોલીસે વધુ એક આરોપીની ધરપકડ કરી હતી. — [151, 1108, 643, 1168]
table-row — [973, 956, 1209, 973]
subhead: ઠગે કંપનીમાં સાથે નોકરી કરતો હોવાની ઓળખ આપતા યુવક દવાખાના ખર્ચમાં મદદરૂપ થવા જતાં છેતરપિંડીનો ભોગ બન્યો — [151, 769, 635, 819]
registration-dot — [851, 2247, 863, 2260]
kicker: દસલાણા ગામમાં થયેલી હત્યાનો ભેદ ઉકેલાયો — [647, 555, 959, 580]
dateline: સાણંદ,તા.૧૩ — [339, 686, 394, 698]
kicker: વ્યાજખોરોએ હડપ કરેલા મકાનમાં PI રહેતા તંત્ર સામે સવાલ — [965, 1203, 1467, 1229]
notice-website: https://parivesh.nic.in — [1146, 2162, 1255, 2174]
story-viramgam-attack — [647, 172, 959, 549]
headline: પત્ની હોસ્પિટલમાં દાખલ હોવાનું કહીને સાણંદના યુવક સાથે — [184, 589, 610, 677]
lead-paragraph: વિરમગામ શહેરના સુતારકુઈ વિસ્તારમાં રહેતા દ સત વસંતભાઈ પંડ્યા ગત તારીખ ૧૧ ના રોજ રાત્રિના સાત વાગ્યે પોતાની સાયકલ લઈને હાસલપુર જીઆઈડીસી ખાતે નોકરી પર જવા નીકળ્યા હતા. — [650, 314, 957, 359]
brand-box — [187, 81, 343, 113]
table-row — [1221, 939, 1458, 956]
table-row — [973, 973, 1209, 990]
dateline: અમદાવાદ,તા.૧૩ — [1137, 1339, 1208, 1351]
registration-dot — [833, 2247, 846, 2260]
accused-photo — [754, 812, 854, 929]
table-cell: ૪૨૭ — [1430, 924, 1454, 938]
story-muli-liquor — [151, 172, 643, 551]
print-registration-strip — [151, 2242, 1467, 2265]
table-row — [973, 923, 1209, 939]
grey-scale-bar — [914, 2247, 1088, 2259]
table-row — [1221, 1006, 1458, 1023]
headline: ઉખલોડના યુવાનની હત્યા કરનાર ઓડકી ગામનો શખ્સ — [650, 590, 927, 660]
masthead-rule — [151, 166, 1467, 169]
notice-body: આથી જાહેર કરવામાં આવે છે કે સ્ટેટ એન્વિરોન્મેન્ટ ઈમ્પેક્ટ એસેસમેન્ટ ઓથોરિટી, ગુજરાત દ્વારા ૧૪/૦૮/૨૦૨૬ ના પત્રાંકથી મેસર્સ શ્રી મરુતિનંદન એન્ટરપ્રાઇઝ પ્રોપ્રાઇટર લિમિટેડને સર્વે નં. ૫૯૩, ૫૯૪ તાલુકો લખતર, જિલ્લો સુરેન્દ્રનગર, ગુજરાત ખાતે પર્યાવરણ મંજૂરી આપવામાં આવેલ છે. મંજૂરી પત્રની નકલ પર્યાવરણ અને વન મંત્રાલયની વેબસાઈટ પર ઉપલબ્ધ છે. SEAC/GUJ/IND3/37721/200804/2026 તા: 03/05/2026ની નકલ મળેલ છે. — [1146, 1997, 1459, 2088]
masthead-title: અમદાવાદ ગ્રામ્ય — [665, 65, 1112, 136]
bulldozer-photo — [151, 202, 643, 434]
